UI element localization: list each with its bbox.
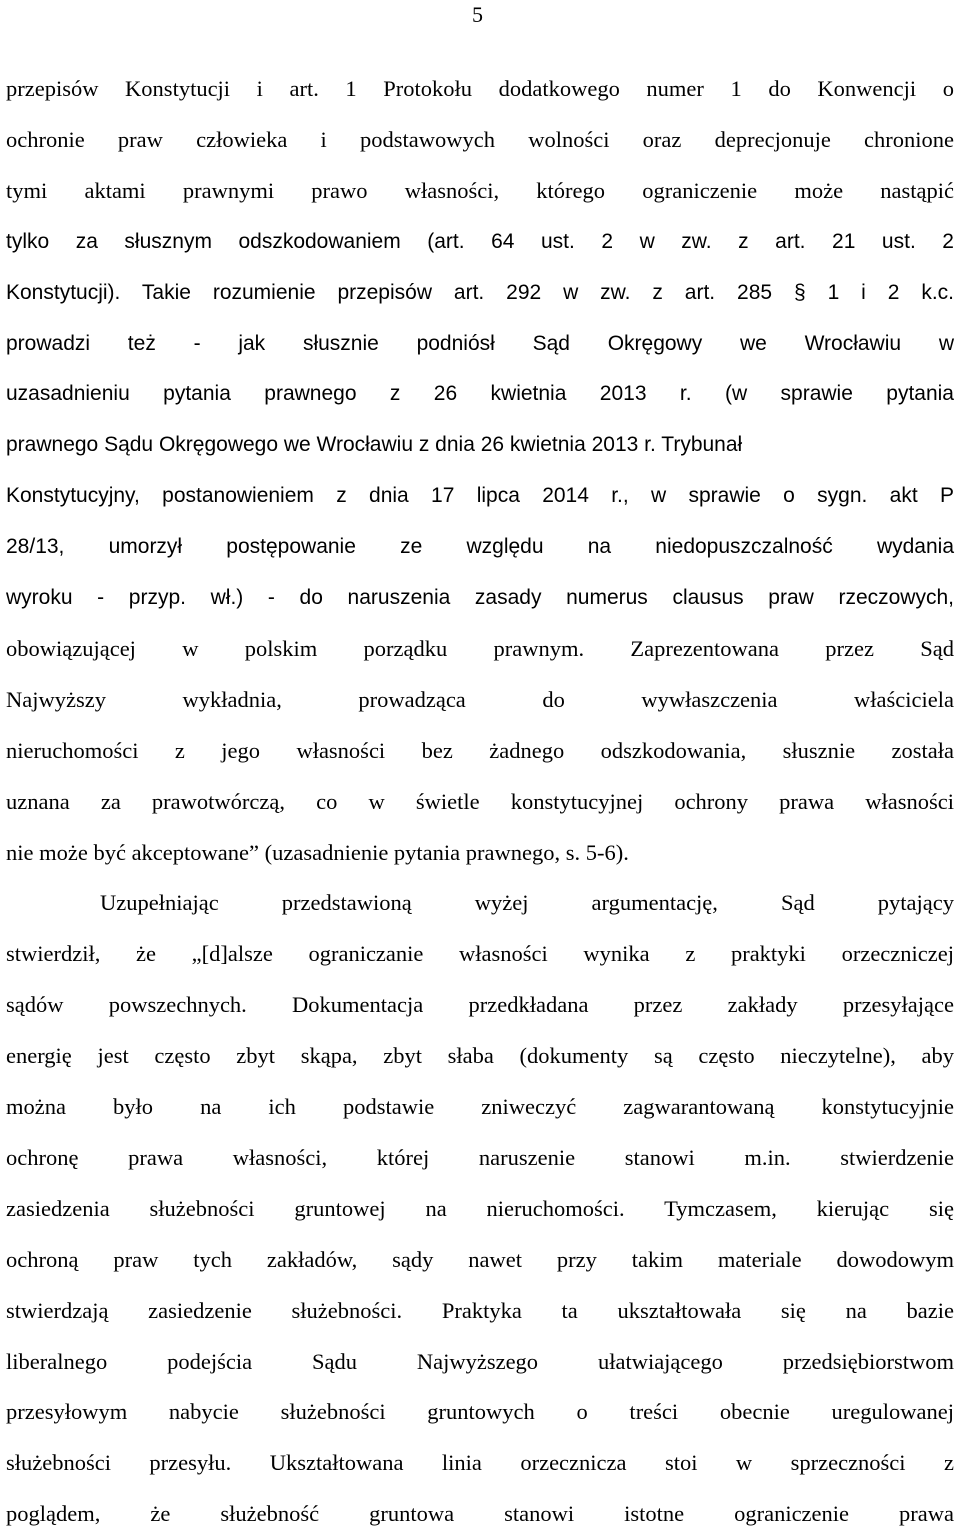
text-line: nieruchomości z jego własności bez żadnego odszkodowania, słusznie została — [6, 737, 954, 763]
text-line: ochroną praw tych zakładów, sądy nawet przy takim materiale dowodowym — [6, 1246, 954, 1272]
text-line: tymi aktami prawnymi prawo własności, którego ograniczenie może nastąpić — [6, 177, 954, 203]
text-line: uzasadnieniu pytania prawnego z 26 kwietnia 2013 r. (w sprawie pytania — [6, 382, 954, 406]
text-line: sądów powszechnych. Dokumentacja przedkładana przez zakłady przesyłające — [6, 992, 954, 1018]
page-number: 5 — [472, 2, 483, 27]
text-line: obowiązującej w polskim porządku prawnym. Zaprezentowana przez Sąd — [6, 635, 954, 661]
text-line: energię jest często zbyt skąpa, zbyt słaba (dokumenty są często nieczytelne), aby — [6, 1043, 954, 1069]
text-line: służebności przesyłu. Ukształtowana linia orzecznicza stoi w sprzeczności z — [6, 1450, 954, 1476]
text-line: nie może być akceptowane” (uzasadnienie pytania prawnego, s. 5-6). — [6, 839, 629, 865]
text-line: tylko za słusznym odszkodowaniem (art. 64 ust. 2 w zw. z art. 21 ust. 2 — [6, 229, 954, 253]
text-line: Konstytucyjny, postanowieniem z dnia 17 lipca 2014 r., w sprawie o sygn. akt P — [6, 484, 954, 508]
text-line: przesyłowym nabycie służebności gruntowych o treści obecnie uregulowanej — [6, 1399, 954, 1425]
text-line: wyroku - przyp. wł.) - do naruszenia zasady numerus clausus praw rzeczowych, — [6, 586, 954, 609]
text-line: można było na ich podstawie zniweczyć zagwarantowaną konstytucyjnie — [6, 1094, 954, 1119]
text-line: przepisów Konstytucji i art. 1 Protokołu dodatkowego numer 1 do Konwencji o — [6, 76, 954, 101]
text-line: Uzupełniając przedstawioną wyżej argumentację, Sąd pytający — [100, 890, 954, 916]
text-line: uznana za prawotwórczą, co w świetle konstytucyjnej ochrony prawa własności — [6, 788, 954, 814]
text-line: stwierdzają zasiedzenie służebności. Praktyka ta ukształtowała się na bazie — [6, 1297, 954, 1323]
text-line: 28/13, umorzył postępowanie ze względu na niedopuszczalność wydania — [6, 535, 954, 559]
text-line: prawnego Sądu Okręgowego we Wrocławiu z dnia 26 kwietnia 2013 r. Trybunał — [6, 433, 743, 457]
text-line: poglądem, że służebność gruntowa stanowi istotne ograniczenie prawa — [6, 1501, 954, 1527]
text-line: zasiedzenia służebności gruntowej na nieruchomości. Tymczasem, kierując się — [6, 1195, 954, 1221]
text-line: Konstytucji). Takie rozumienie przepisów art. 292 w zw. z art. 285 § 1 i 2 k.c. — [6, 280, 954, 304]
text-line: ochronę prawa własności, której naruszenie stanowi m.in. stwierdzenie — [6, 1144, 954, 1170]
text-line: prowadzi też - jak słusznie podniósł Sąd Okręgowy we Wrocławiu w — [6, 331, 954, 355]
text-line: liberalnego podejścia Sądu Najwyższego ułatwiającego przedsiębiorstwom — [6, 1348, 954, 1374]
text-line: ochronie praw człowieka i podstawowych wolności oraz deprecjonuje chronione — [6, 126, 954, 152]
text-line: Najwyższy wykładnia, prowadząca do wywłaszczenia właściciela — [6, 686, 954, 712]
text-line: stwierdził, że „[d]alsze ograniczanie własności wynika z praktyki orzeczniczej — [6, 941, 954, 967]
